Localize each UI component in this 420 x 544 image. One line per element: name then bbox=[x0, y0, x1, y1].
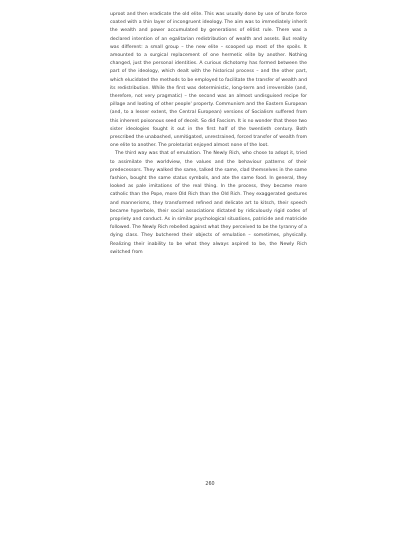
paragraph-emulation: The third way was that of emulation. The Newly Rich, who chose to adopt it, tried to assimilate the worldview, the values and the behaviour patterns of their predecessors. They walked the same, talked the same, clad themselves in the same fashion, bought the same status symbols, and ate the same food. In general, they looked as pale imitations of the real thing. In the process, they became more catholic than the Pope, more Old Rich than the Old Rich. They exaggerated gestures and mannerisms, they transformed refined and delicate art to kitsch, their speech became hyperbole, their social associations dictated by ridiculously rigid codes of propriety and conduct. As in similar psychological situations, patricide and matricide followed. The Newly Rich rebelled against what they perceived to be the tyranny of a dying class. They butchered their objects of emulation – sometimes, physically. Realizing their inability to be what they always aspired to be, the Newly Rich switched from bbox=[110, 151, 307, 255]
body-text bbox=[110, 11, 307, 257]
page-number: 260 bbox=[205, 482, 215, 487]
paragraph-continued: uproot and then eradicate the old elite. This was usually done by use of brute force coated with a thin layer of incongruent ideology. The aim was to immediately inherit the wealth and power accumulated by generations of elitist rule. There was a declared intention of an egalitarian redistribution of wealth and assets. But reality was different: a small group – the new elite – scooped up most of the spoils. It amounted to a surgical replacement of one hermetic elite by another. Nothing changed, just the personal identities. A curious dichotomy has formed between the part of the ideology, which dealt with the historical process – and the other part, which elucidated the methods to be employed to facilitate the transfer of wealth and its redistribution. While the first was deterministic, long-term and irreversible (and, therefore, not very pragmatic) – the second was an almost undisguised recipe for pillage and looting of other people' property. Communism and the Eastern European (and, to a lesser extent, the Central European) versions of Socialism suffered from this inherent poisonous seed of deceit. So did Fascism. It is no wonder that these two sister ideologies fought it out in the first half of the twentieth century. Both prescribed the unabashed, unmitigated, unrestrained, forced transfer of wealth from one elite to another. The proletariat enjoyed almost none of the loot. bbox=[110, 12, 307, 149]
